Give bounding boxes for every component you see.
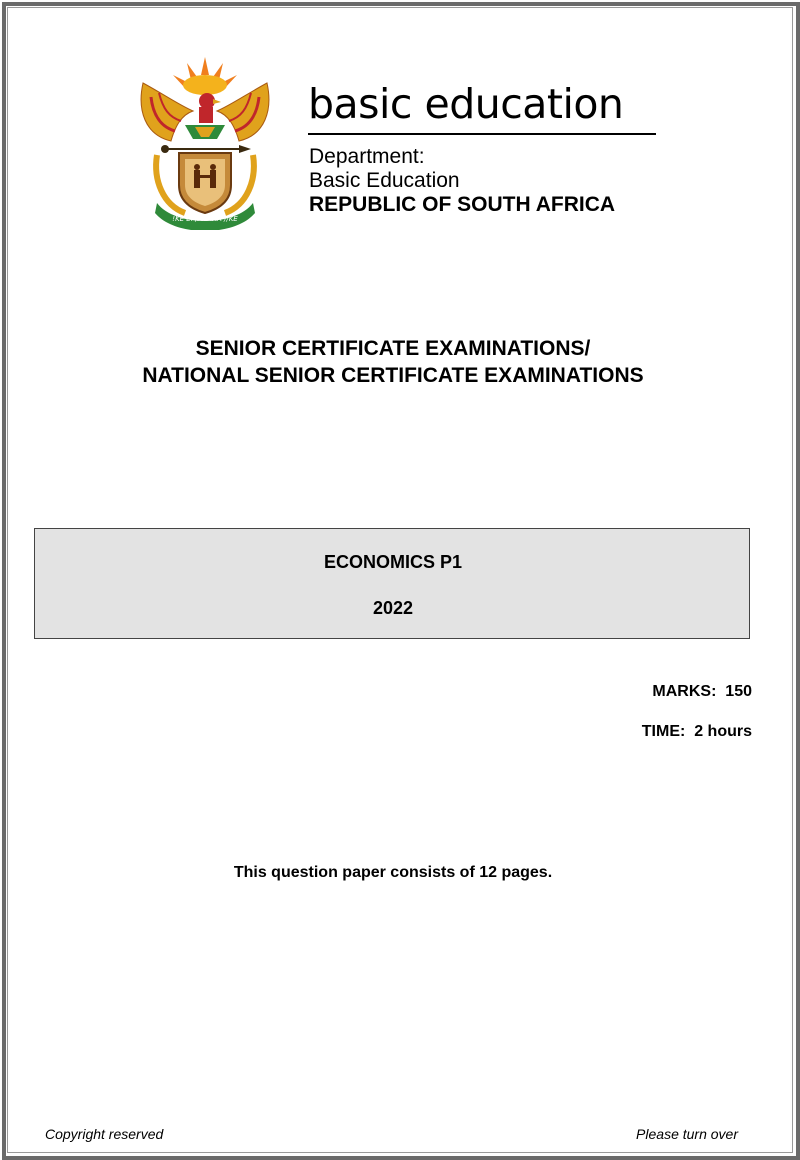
department-divider	[308, 133, 656, 135]
page-count-note: This question paper consists of 12 pages.	[233, 864, 553, 881]
department-label: Department:	[309, 145, 425, 168]
country-name: REPUBLIC OF SOUTH AFRICA	[309, 193, 616, 216]
subject-name: ECONOMICS P1	[323, 552, 463, 572]
marks-total: MARKS: 150	[652, 683, 752, 700]
coat-of-arms-emblem	[135, 55, 275, 230]
exam-title-line2: NATIONAL SENIOR CERTIFICATE EXAMINATIONS	[142, 364, 644, 387]
copyright-footer: Copyright reserved	[45, 1126, 164, 1142]
time-allowed: TIME: 2 hours	[641, 723, 752, 740]
subject-box	[34, 528, 750, 639]
exam-title-line1: SENIOR CERTIFICATE EXAMINATIONS/	[195, 337, 591, 360]
department-name-main: basic education	[308, 80, 624, 128]
department-full-name: Basic Education	[309, 169, 460, 192]
turn-over-footer: Please turn over	[636, 1126, 738, 1142]
subject-year: 2022	[372, 598, 414, 618]
arms-motto-text: !KE E: /XARRA //KE	[172, 215, 238, 223]
